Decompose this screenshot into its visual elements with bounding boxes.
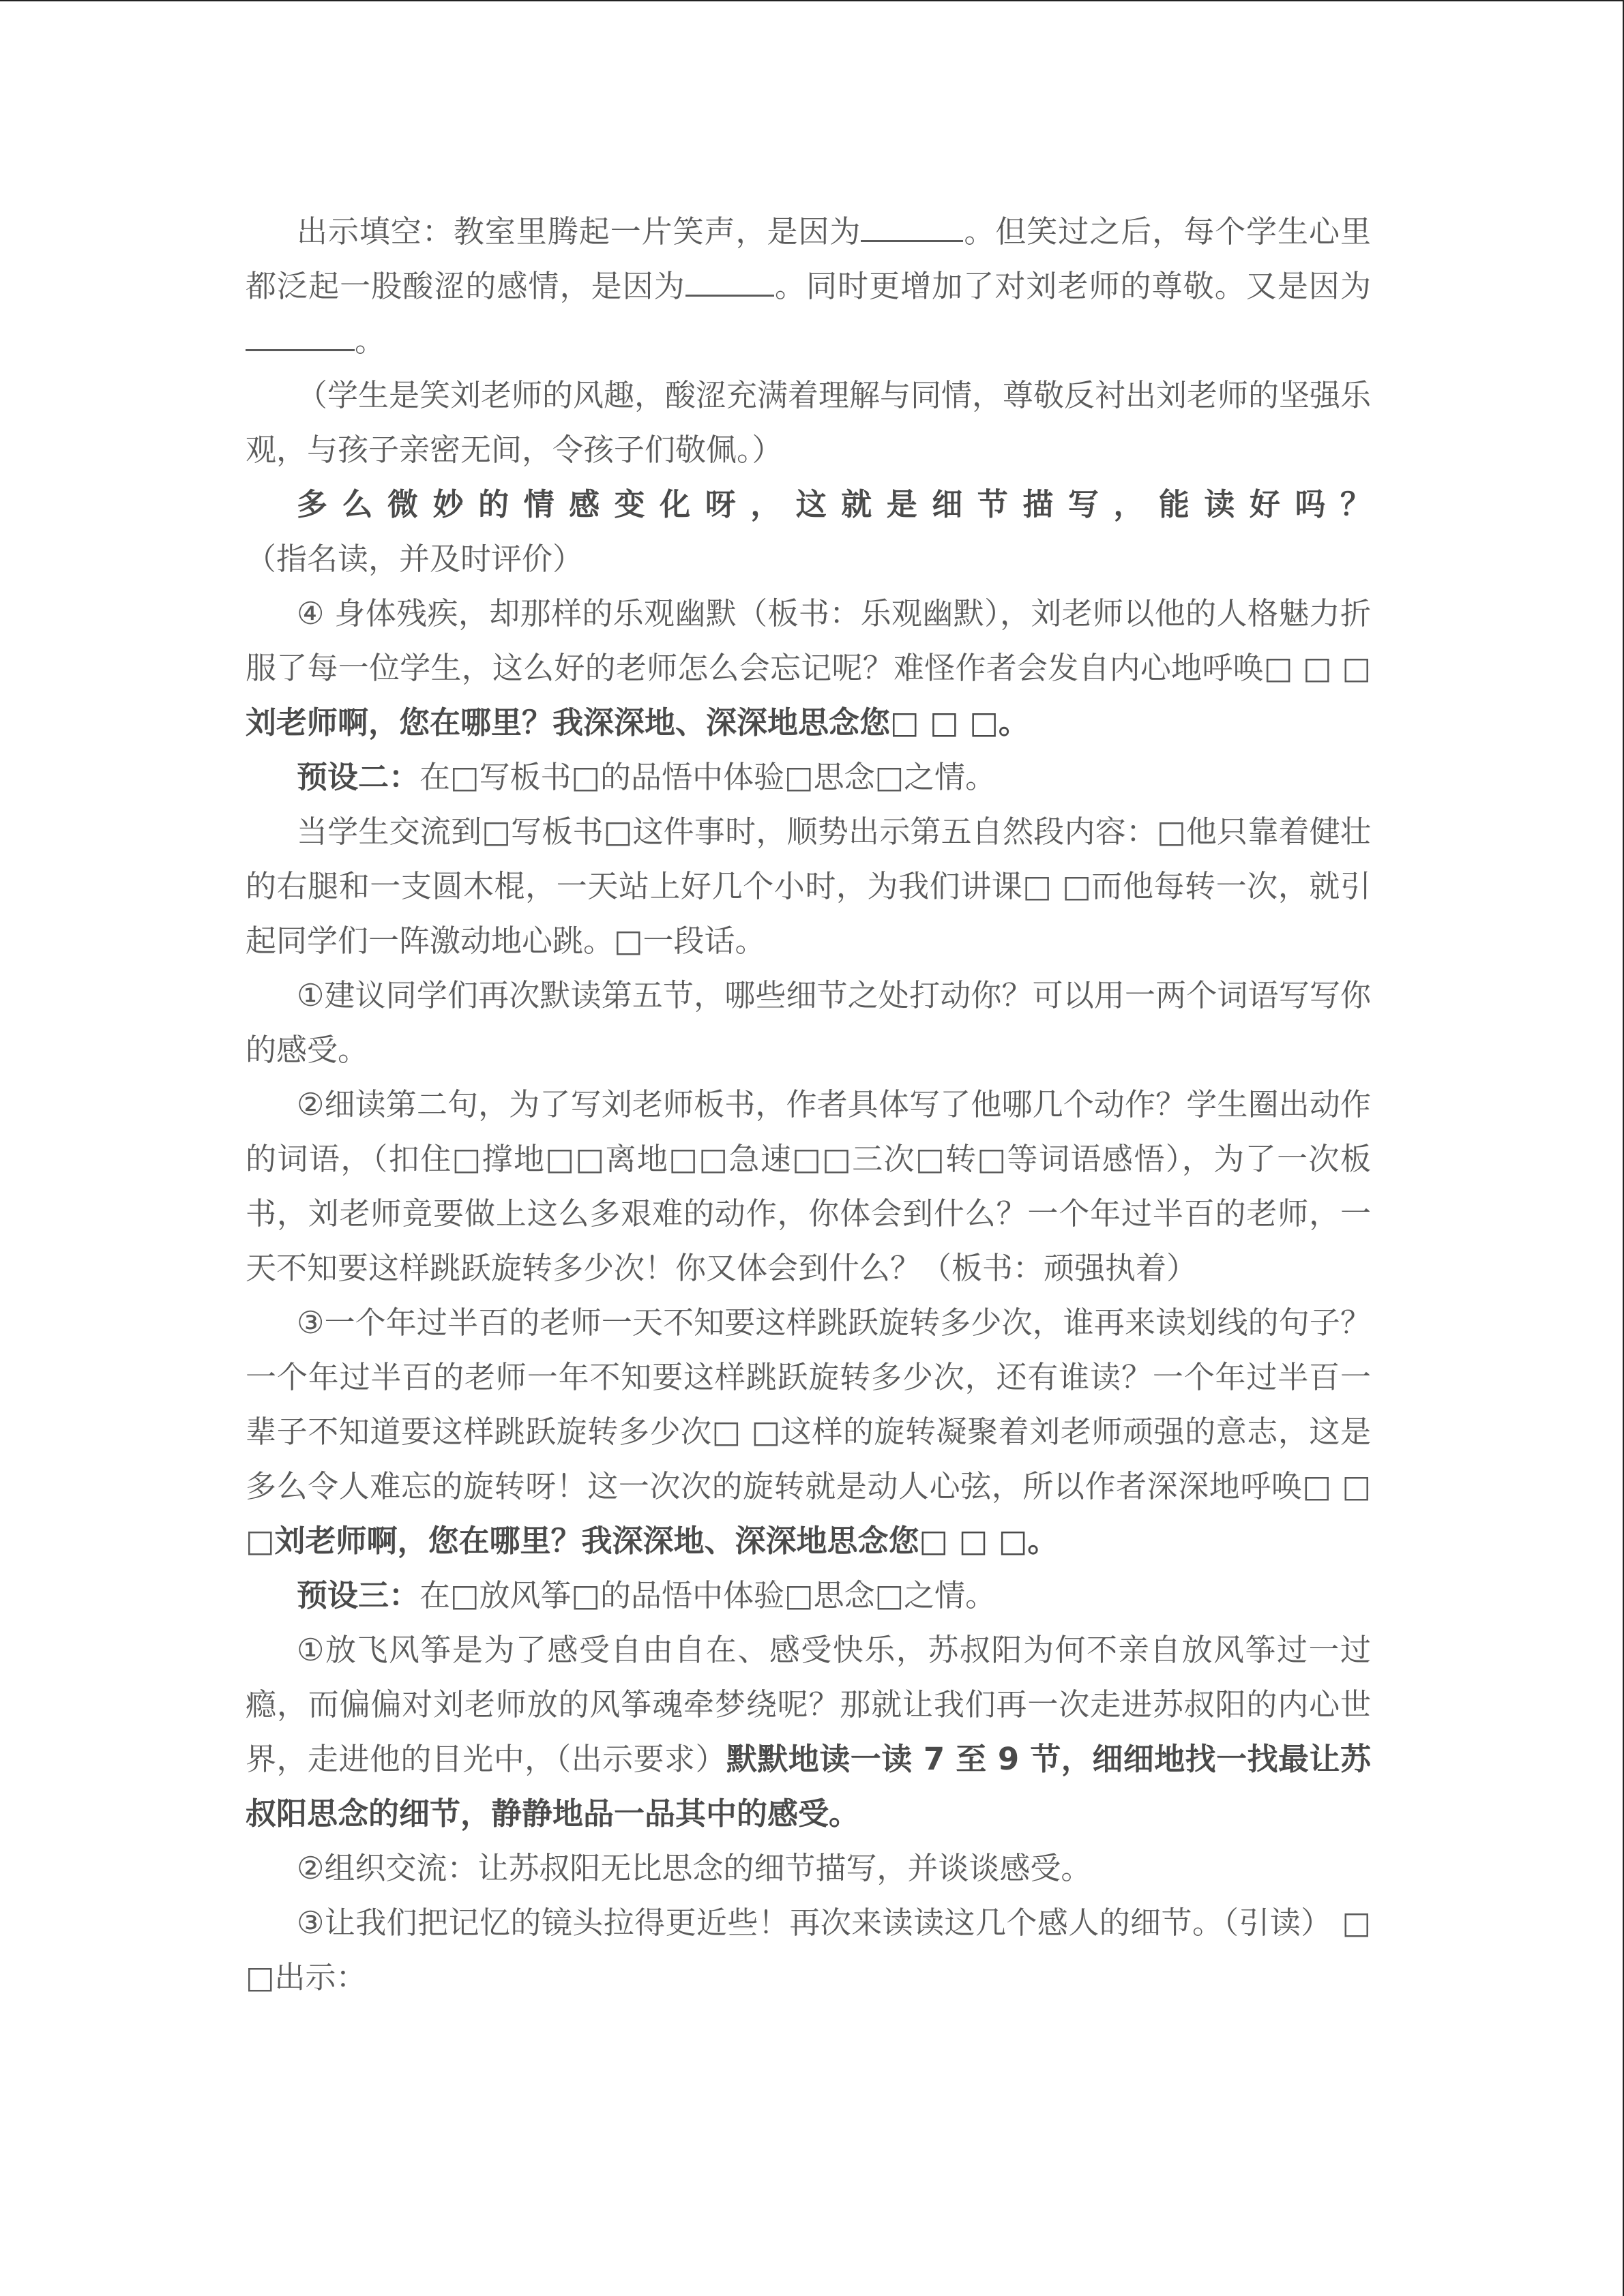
paragraph-point-4 [246,586,1371,750]
text-run: （指名读，并及时评价） [246,541,584,577]
page-top-border [0,0,1624,1]
blank-line-3 [246,319,355,351]
blank-line-1 [861,210,963,242]
bold-text: 多么微妙的情感变化呀，这就是细节描写，能读好吗？ [297,486,1371,522]
paragraph-kite-step-1 [246,1623,1371,1841]
paragraph-kite-step-3: ③让我们把记忆的镜头拉得更近些！再次来读读这几个感人的细节。（引读） □ □出示： [246,1905,1371,1995]
preset-heading: 预设三： [297,1577,420,1613]
text-run: 在□写板书□的品悟中体验□思念□之情。 [419,759,996,795]
text-run: 。同时更增加了对刘老师的尊敬。又是因为 [773,268,1371,304]
paragraph-step-3 [246,1296,1371,1568]
blank-line-2 [685,265,774,297]
text-run: 出示填空：教室里腾起一片笑声，是因为 [297,213,861,250]
paragraph-preset-2 [246,750,1371,805]
paragraph-answer-note: （学生是笑刘老师的风趣，酸涩充满着理解与同情，尊敬反衬出刘老师的坚强乐观，与孩子亲密无间，令孩子们敬佩。） [246,377,1372,468]
paragraph-preset-3 [246,1568,1371,1623]
bold-text: 刘老师啊，您在哪里？我深深地、深深地思念您□ □ □。 [246,704,1029,741]
paragraph-step-2: ②细读第二句，为了写刘老师板书，作者具体写了他哪几个动作？学生圈出动作的词语，（扣住□撑地□□离地□□急速□□三次□转□等词语感悟），为了一次板书，刘老师竟要做上这么多艰难的动作，你体会到什么？一个年过半百的老师，一天不知要这样跳跃旋转多少次！你又体会到什么？（板书：顽强执着） [246,1086,1371,1286]
text-run: ③一个年过半百的老师一天不知要这样跳跃旋转多少次，谁再来读划线的句子？ 一个年过半百的老师一年不知要这样跳跃旋转多少次，还有谁读？一个年过半百一辈子不知道要这样跳跃旋转多少次□ □这样的旋转凝聚着刘老师顽强的意志，这是多么令人难忘的旋转呀！这一次次的旋转就是动人心弦，所以作者深深地呼唤□ □ □ [246,1304,1371,1559]
paragraph-detail-description [246,477,1371,586]
text-run: 。 [355,323,386,359]
document-body [246,205,1371,2005]
bold-text: 刘老师啊，您在哪里？我深深地、深深地思念您□ □ □。 [274,1523,1059,1559]
paragraph-kite-step-2: ②组织交流：让苏叔阳无比思念的细节描写，并谈谈感受。 [297,1850,1092,1886]
paragraph-show-section-5: 当学生交流到□写板书□这件事时，顺势出示第五自然段内容：□他只靠着健壮的右腿和一支圆木棍，一天站上好几个小时，为我们讲课□ □而他每转一次，就引起同学们一阵激动地心跳。□一段话。 [246,814,1371,959]
text-run: 在□放风筝□的品悟中体验□思念□之情。 [419,1577,996,1613]
paragraph-step-1: ①建议同学们再次默读第五节，哪些细节之处打动你？可以用一两个词语写写你的感受。 [246,977,1371,1068]
text-run: ①放飞风筝是为了感受自由自在、感受快乐，苏叔阳为何不亲自放风筝过一过瘾，而偏偏对刘老师放的风筝魂牵梦绕呢？那就让我们再一次走进苏叔阳的内心世界，走进他的目光中，（出示要求） [246,1632,1371,1777]
text-run: 。但笑过之后，每个学生心里都泛起一股酸涩的感情，是因为 [246,213,1371,304]
text-run: ④ 身体残疾，却那样的乐观幽默（板书：乐观幽默），刘老师以他的人格魅力折服了每一位学生，这么好的老师怎么会忘记呢？难怪作者会发自内心地呼唤□ □ □ [246,595,1371,686]
bold-text: 默默地读一读 7 至 9 节，细细地找一找最让苏叔阳思念的细节，静静地品一品其中的感受。 [246,1741,1371,1832]
paragraph-fill-in-blank [246,205,1371,368]
preset-heading: 预设二： [297,759,420,795]
